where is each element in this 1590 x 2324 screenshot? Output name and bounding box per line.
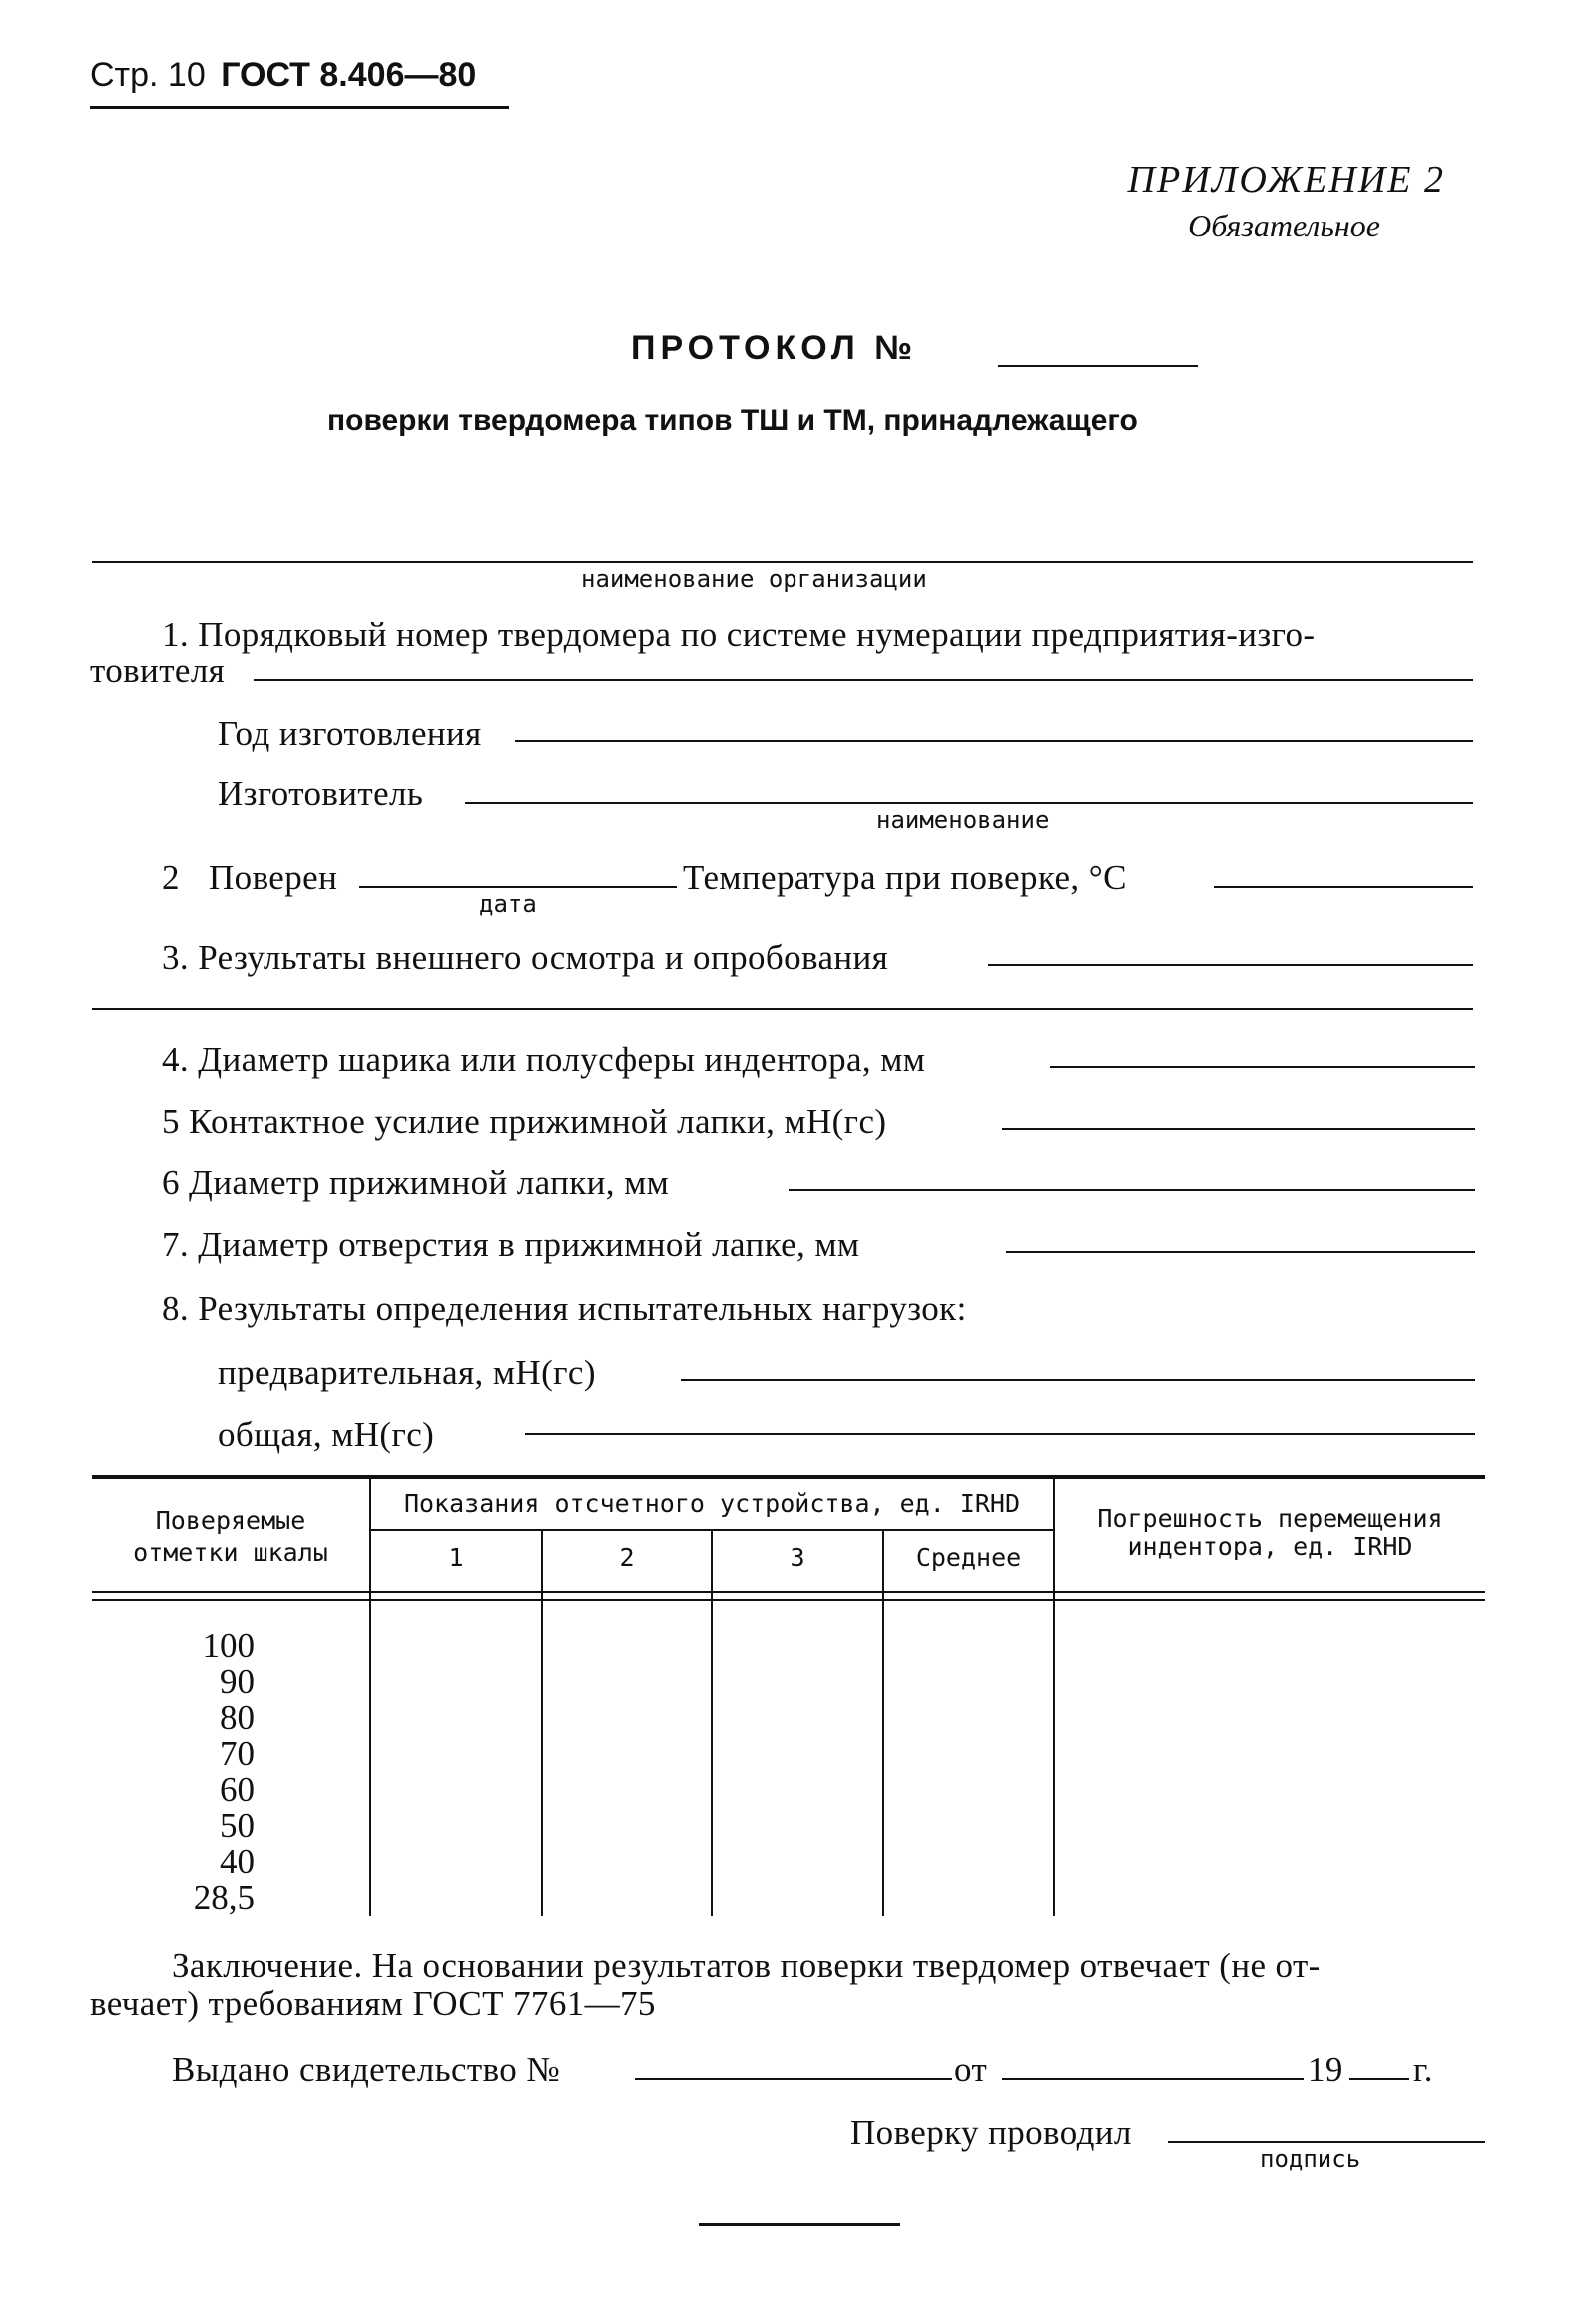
standard-number: ГОСТ 8.406—80 xyxy=(221,56,477,94)
reading-1-header: 1 xyxy=(448,1543,464,1572)
certificate-from: от xyxy=(954,2050,988,2089)
temperature-label: Температура при поверке, °С xyxy=(683,858,1127,897)
scale-mark: 90 xyxy=(220,1662,255,1701)
item-4-text: 4. Диаметр шарика или полусферы индентора, мм xyxy=(162,1040,926,1079)
error-header xyxy=(1055,1505,1485,1561)
error-header-line-2: индентора, ед. IRHD xyxy=(1127,1532,1413,1561)
scale-mark: 70 xyxy=(220,1734,255,1773)
table-header-rule-2 xyxy=(92,1599,1485,1601)
foot-diameter-blank xyxy=(789,1189,1475,1191)
table-top-rule xyxy=(92,1475,1485,1479)
serial-number-blank xyxy=(254,679,1473,681)
maker-blank xyxy=(465,802,1473,804)
protocol-subtitle: поверки твердомера типов ТШ и ТМ, принадлежащего xyxy=(327,404,1138,437)
table-header-rule-1 xyxy=(92,1591,1485,1593)
conclusion-line-2: вечает) требованиям ГОСТ 7761—75 xyxy=(90,1984,656,2023)
maker-label: Изготовитель xyxy=(218,774,424,813)
reading-2-header: 2 xyxy=(619,1543,635,1572)
header-rule xyxy=(90,106,509,109)
certificate-date-blank xyxy=(1002,2078,1304,2080)
certificate-year-prefix: 19 xyxy=(1308,2050,1343,2089)
hole-diameter-blank xyxy=(1006,1251,1475,1253)
organization-blank xyxy=(92,561,1473,563)
certificate-year-blank xyxy=(1349,2078,1409,2080)
marks-header-line-2: отметки шкалы xyxy=(133,1538,328,1567)
scale-mark: 28,5 xyxy=(193,1878,255,1917)
maker-caption: наименование xyxy=(876,806,1050,834)
certificate-number-blank xyxy=(635,2078,952,2080)
date-caption: дата xyxy=(479,890,537,918)
appendix-title: ПРИЛОЖЕНИЕ 2 xyxy=(1127,159,1445,201)
item-1-text: 1. Порядковый номер твердомера по системе нумерации предприятия-изго- xyxy=(162,615,1316,654)
error-header-line-1: Погрешность перемещения xyxy=(1097,1504,1443,1533)
signature-caption: подпись xyxy=(1260,2145,1361,2173)
verifier-label: Поверку проводил xyxy=(850,2113,1132,2152)
conclusion-line-1: Заключение. На основании результатов поверки твердомер отвечает (не от- xyxy=(172,1946,1321,1985)
year-label: Год изготовления xyxy=(218,714,482,753)
col-divider-3 xyxy=(711,1529,713,1916)
appendix-status: Обязательное xyxy=(1188,208,1380,243)
item-6-text: 6 Диаметр прижимной лапки, мм xyxy=(162,1163,670,1202)
year-blank xyxy=(515,740,1473,742)
contact-force-blank xyxy=(1002,1128,1475,1130)
certificate-year-suffix: г. xyxy=(1413,2050,1433,2089)
average-header: Среднее xyxy=(915,1543,1022,1572)
page-reference: Стр. 10 xyxy=(90,56,206,94)
col-divider-4 xyxy=(882,1529,884,1916)
subheader-rule xyxy=(371,1529,1054,1531)
scale-mark: 100 xyxy=(202,1627,255,1665)
scale-mark: 50 xyxy=(220,1806,255,1845)
signature-blank xyxy=(1168,2141,1485,2143)
item-8-text: 8. Результаты определения испытательных нагрузок: xyxy=(162,1289,967,1328)
reading-3-header: 3 xyxy=(790,1543,805,1572)
inspection-blank xyxy=(988,964,1473,966)
total-load-blank xyxy=(525,1433,1475,1435)
scale-mark: 40 xyxy=(220,1842,255,1881)
item-5-text: 5 Контактное усилие прижимной лапки, мН(гс) xyxy=(162,1102,887,1141)
verified-label: Поверен xyxy=(209,858,338,897)
total-load-label: общая, мН(гс) xyxy=(218,1415,435,1454)
item-1-continuation: товителя xyxy=(90,651,226,690)
inspection-blank-2 xyxy=(92,1008,1473,1010)
readings-header: Показания отсчетного устройства, ед. IRHD xyxy=(403,1489,1021,1518)
footer-rule xyxy=(699,2223,900,2226)
certificate-label: Выдано свидетельство № xyxy=(172,2050,561,2089)
item-7-text: 7. Диаметр отверстия в прижимной лапке, мм xyxy=(162,1225,860,1264)
protocol-title: ПРОТОКОЛ № xyxy=(631,329,918,367)
preliminary-load-blank xyxy=(681,1379,1475,1381)
preliminary-load-label: предварительная, мН(гс) xyxy=(218,1353,596,1392)
protocol-number-blank xyxy=(998,365,1198,367)
scale-mark: 80 xyxy=(220,1698,255,1737)
verified-date-blank xyxy=(359,886,677,888)
col-divider-2 xyxy=(541,1529,543,1916)
ball-diameter-blank xyxy=(1050,1066,1475,1068)
item-3-text: 3. Результаты внешнего осмотра и опробования xyxy=(162,938,889,977)
temperature-blank xyxy=(1214,886,1473,888)
page-header xyxy=(90,56,476,95)
organization-caption: наименование организации xyxy=(581,565,927,593)
item-2-number: 2 xyxy=(162,858,180,897)
marks-header-line-1: Поверяемые xyxy=(155,1506,306,1535)
marks-header xyxy=(92,1505,369,1569)
scale-mark: 60 xyxy=(220,1770,255,1809)
